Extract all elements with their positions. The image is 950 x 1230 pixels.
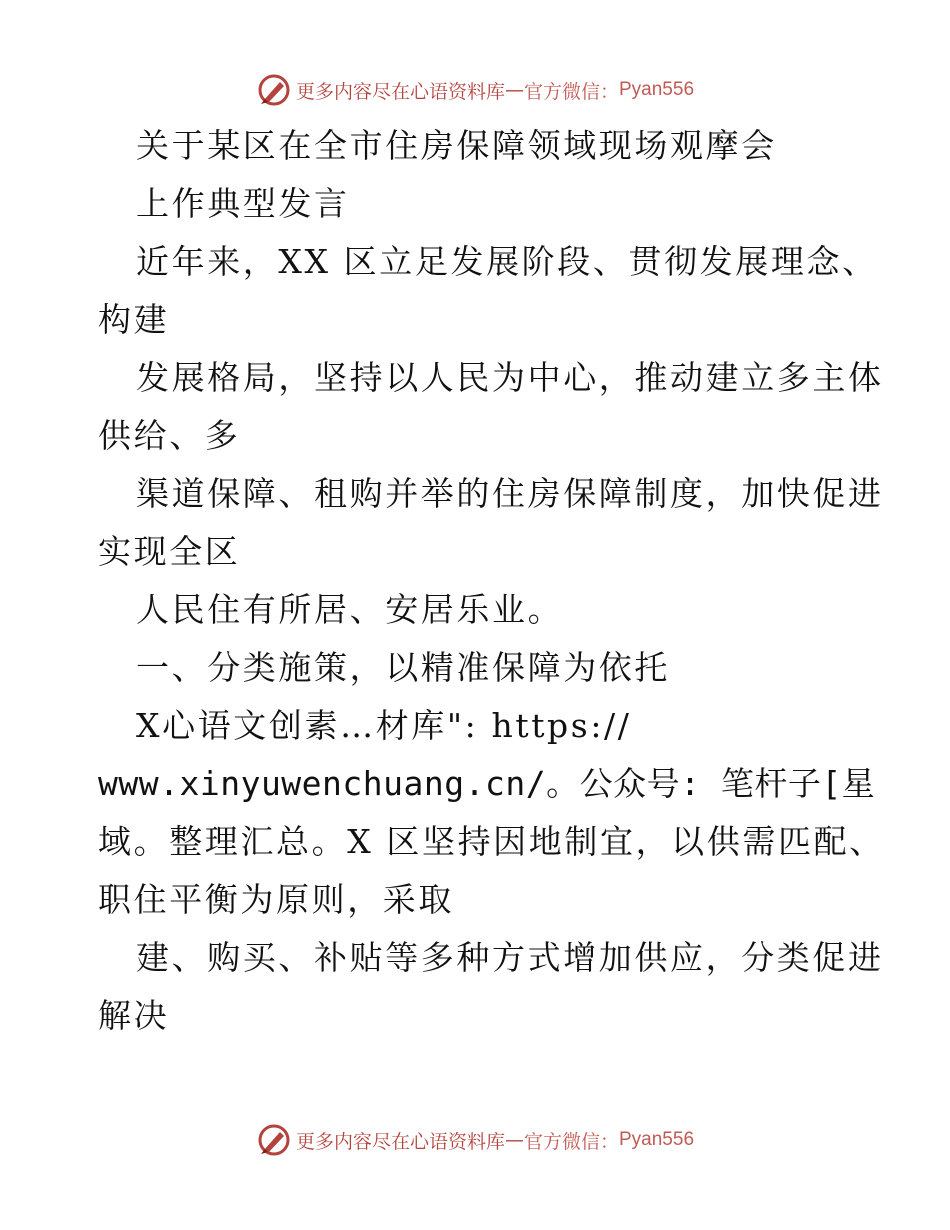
paragraph-line: 构建: [98, 300, 170, 339]
paragraph-line: 发展格局，坚持以人民为中心，推动建立多主体: [136, 358, 884, 397]
pen-seal-icon: [256, 1122, 292, 1158]
paragraph-line: 人民住有所居、安居乐业。: [136, 590, 564, 629]
watermark-main-text: 更多内容尽在心语资料库: [295, 1130, 505, 1153]
watermark-separator: —: [504, 79, 524, 101]
document-title-line-2: 上作典型发言: [136, 184, 350, 223]
watermark-contact-label: 官方微信：: [523, 1130, 619, 1153]
paragraph-line: X心语文创素…材库": https://: [136, 706, 632, 745]
watermark-main-text: 更多内容尽在心语资料库: [295, 80, 505, 103]
watermark-contact-id: Pyan556: [619, 79, 695, 100]
document-title-line-1: 关于某区在全市住房保障领域现场观摩会: [136, 126, 777, 165]
watermark-banner-top: [0, 70, 950, 110]
paragraph-line: 供给、多: [98, 416, 241, 455]
watermark-separator: —: [504, 1129, 524, 1151]
watermark-banner-bottom: [0, 1120, 950, 1160]
paragraph-line: 渠道保障、租购并举的住房保障制度，加快促进: [136, 474, 884, 513]
paragraph-line: 域。整理汇总。X 区坚持因地制宜，以供需匹配、: [98, 822, 885, 861]
watermark-contact-label: 官方微信：: [523, 80, 619, 103]
paragraph-line: 解决: [98, 996, 170, 1035]
section-heading: 一、分类施策，以精准保障为依托: [136, 648, 670, 687]
paragraph-line: www.xinyuwenchuang.cn/。公众号: 笔杆子[星: [98, 764, 876, 803]
watermark-contact-id: Pyan556: [619, 1129, 695, 1150]
paragraph-line: 建、购买、补贴等多种方式增加供应，分类促进: [136, 938, 884, 977]
paragraph-line: 近年来，XX 区立足发展阶段、贯彻发展理念、: [136, 242, 878, 281]
paragraph-line: 职住平衡为原则，采取: [98, 880, 454, 919]
paragraph-line: 实现全区: [98, 532, 241, 571]
pen-seal-icon: [256, 72, 292, 108]
